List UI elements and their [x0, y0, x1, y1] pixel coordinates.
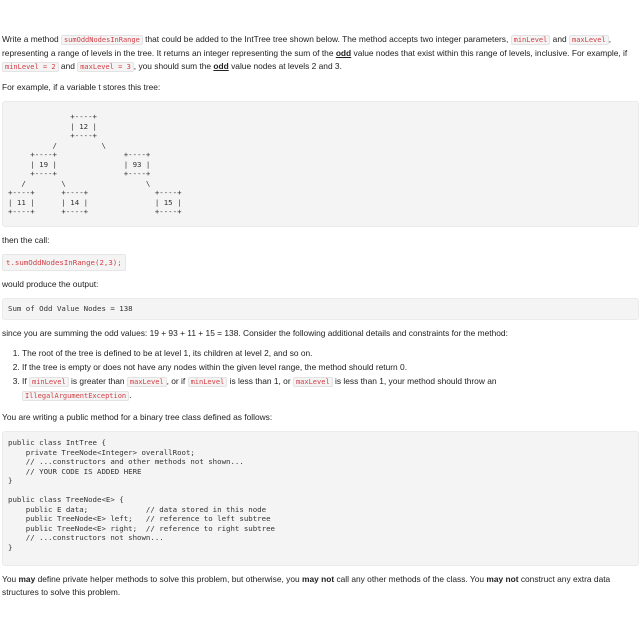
- call-code: t.sumOddNodesInRange(2,3);: [2, 254, 126, 271]
- method-name-code: sumOddNodesInRange: [61, 35, 143, 45]
- min-level-code: minLevel: [29, 377, 69, 387]
- may-emphasis: may: [18, 574, 36, 584]
- intro-text: , representing a range of levels in the tree. It returns an integer representing the sum of the: [2, 34, 612, 58]
- may-not-emphasis: may not: [302, 574, 335, 584]
- constraints-list: [2, 347, 639, 403]
- constraint-item: 3. If minLevel is greater than maxLevel , or if minLevel is less than 1, or maxLevel is less than 1, your method should throw an IllegalArgumentException .: [22, 375, 639, 403]
- example-intro: For example, if a variable t stores this tree:: [2, 82, 161, 92]
- intro-text: that could be added to the IntTree tree shown below. The method accepts two integer parameters,: [145, 34, 509, 44]
- may-not-emphasis: may not: [486, 574, 519, 584]
- constraint-item: 2. If the tree is empty or does not have any nodes within the given level range, the method should return 0.: [22, 361, 639, 374]
- constraint-item: 1. The root of the tree is defined to be at level 1, its children at level 2, and so on.: [22, 347, 639, 360]
- odd-emphasis: odd: [335, 48, 352, 58]
- intro-text: Write a method: [2, 34, 59, 44]
- final-paragraph: You may define private helper methods to solve this problem, but otherwise, you may not call any other methods of the class. You may not construct any extra data structures to solve this problem.: [2, 574, 611, 597]
- then-call-text: then the call:: [2, 235, 50, 245]
- intro-text: and: [552, 34, 567, 44]
- intro-text: value nodes that exist within this range of levels, inclusive. For example, if: [353, 48, 628, 58]
- max-level-code: maxLevel: [127, 377, 167, 387]
- intro-text: and: [60, 61, 75, 71]
- intro-paragraph: [2, 0, 639, 74]
- intro-text: , you should sum the: [133, 61, 212, 71]
- min-level-code: minLevel: [188, 377, 228, 387]
- max-level-code: maxLevel: [293, 377, 333, 387]
- explanation-text: since you are summing the odd values: 19 + 93 + 11 + 15 = 138. Consider the following additional details and constraints for the method:: [2, 328, 508, 338]
- class-definition-code: public class IntTree { private TreeNode<Integer> overallRoot; // ...constructors and other methods not shown... // YOUR CODE IS ADDED HERE } public class TreeNode<E> { public E data; // data stored in this node public TreeNode<E> left; // reference to left subtree public TreeNode<E> right; // reference to right subtree // ...constructors not shown... }: [2, 431, 639, 566]
- output-block: Sum of Odd Value Nodes = 138: [2, 298, 639, 320]
- max-level-code: maxLevel: [569, 35, 609, 45]
- example-min-code: minLevel = 2: [2, 62, 59, 72]
- intro-text: value nodes at levels 2 and 3.: [231, 61, 342, 71]
- exception-code: IllegalArgumentException: [22, 391, 129, 401]
- example-max-code: maxLevel = 3: [77, 62, 134, 72]
- would-produce-text: would produce the output:: [2, 279, 99, 289]
- odd-emphasis: odd: [213, 61, 229, 71]
- class-intro-text: You are writing a public method for a binary tree class defined as follows:: [2, 412, 273, 422]
- tree-diagram: +----+ | 12 | +----+ / \ +----+ +----+ | 19 | | 93 | +----+ +----+ / \ \ +----+ +----+ +----+ | 11 | | 14 | | 15 | +----+ +----+ +----+: [2, 101, 639, 227]
- min-level-code: minLevel: [511, 35, 551, 45]
